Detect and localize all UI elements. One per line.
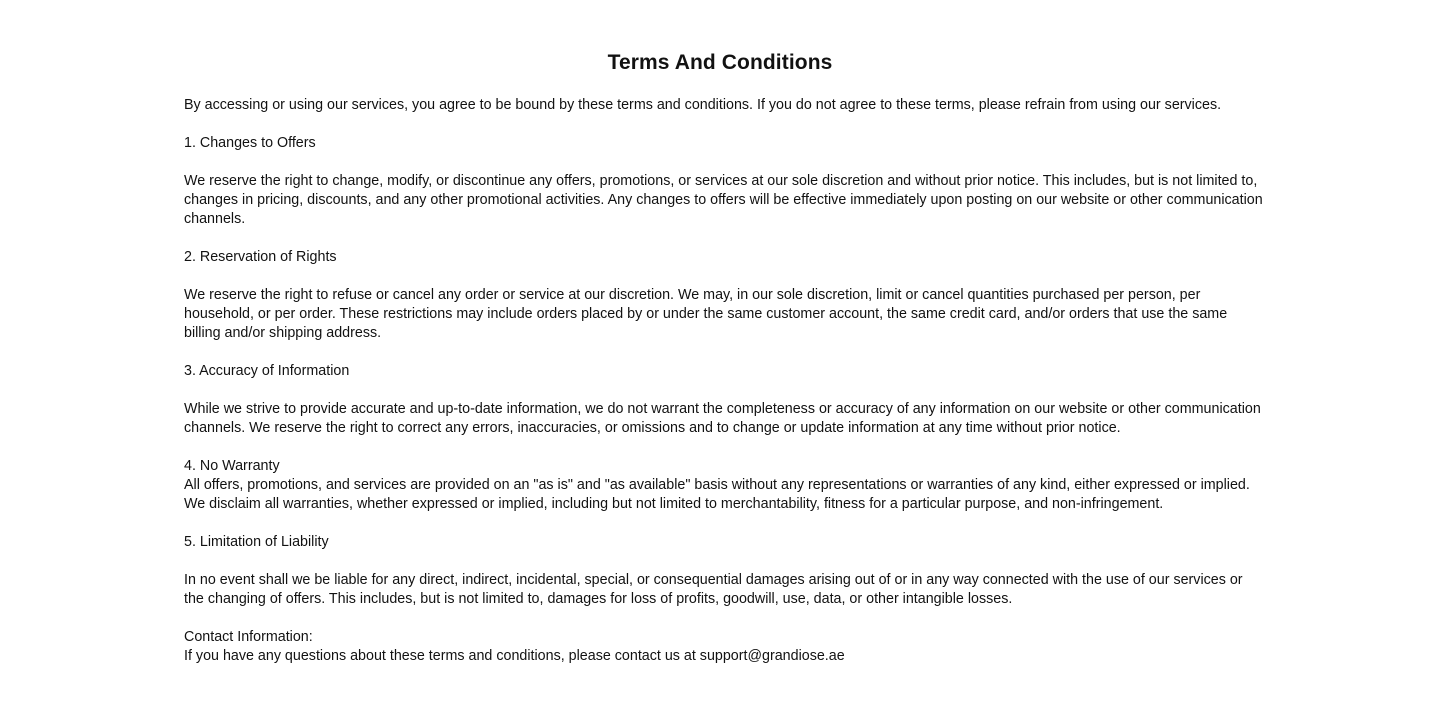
- section-heading-accuracy-of-information: 3. Accuracy of Information: [184, 363, 350, 379]
- spacer: [184, 552, 1264, 571]
- contact-heading: Contact Information:: [184, 629, 313, 645]
- spacer: [184, 514, 1264, 533]
- spacer: [184, 115, 1264, 134]
- section-body-limitation-of-liability: In no event shall we be liable for any direct, indirect, incidental, special, or consequential damages arising out of or in any way connected with the use of our services or the changing of offers. This includes, but is not limited to, damages for loss of profits, goodwill, use, data, or other intangible losses.: [184, 572, 1243, 607]
- page-title: Terms And Conditions: [607, 51, 833, 74]
- section-body-changes-to-offers: We reserve the right to change, modify, or discontinue any offers, promotions, or services at our sole discretion and without prior notice. This includes, but is not limited to, changes in pricing, discounts, and any other promotional activities. Any changes to offers will be effective immediately upon posting on our website or other communication channels.: [184, 173, 1263, 227]
- spacer: [184, 609, 1264, 628]
- terms-content: [184, 48, 1264, 666]
- spacer: [184, 381, 1264, 400]
- section-heading-no-warranty: 4. No Warranty: [184, 458, 280, 474]
- section-body-reservation-of-rights: We reserve the right to refuse or cancel any order or service at our discretion. We may, in our sole discretion, limit or cancel quantities purchased per person, per household, or per order. These restrictions may include orders placed by or under the same customer account, the same credit card, and/or orders that use the same billing and/or shipping address.: [184, 287, 1228, 341]
- section-heading-reservation-of-rights: 2. Reservation of Rights: [184, 249, 337, 265]
- spacer: [184, 229, 1264, 248]
- spacer: [184, 153, 1264, 172]
- section-heading-limitation-of-liability: 5. Limitation of Liability: [184, 534, 329, 550]
- section-body-accuracy-of-information: While we strive to provide accurate and up-to-date information, we do not warrant the completeness or accuracy of any information on our website or other communication channels. We reserve the right to correct any errors, inaccuracies, or omissions and to change or update information at any time without prior notice.: [184, 401, 1261, 436]
- section-body-no-warranty: All offers, promotions, and services are provided on an "as is" and "as available" basis without any representations or warranties of any kind, either expressed or implied. We disclaim all warranties, whether expressed or implied, including but not limited to merchantability, fitness for a particular purpose, and non-infringement.: [184, 477, 1250, 512]
- section-heading-changes-to-offers: 1. Changes to Offers: [184, 135, 316, 151]
- spacer: [184, 343, 1264, 362]
- spacer: [184, 438, 1264, 457]
- spacer: [184, 267, 1264, 286]
- contact-body: If you have any questions about these terms and conditions, please contact us at support@grandiose.ae: [184, 648, 845, 664]
- intro-paragraph: By accessing or using our services, you agree to be bound by these terms and conditions. If you do not agree to these terms, please refrain from using our services.: [184, 97, 1222, 113]
